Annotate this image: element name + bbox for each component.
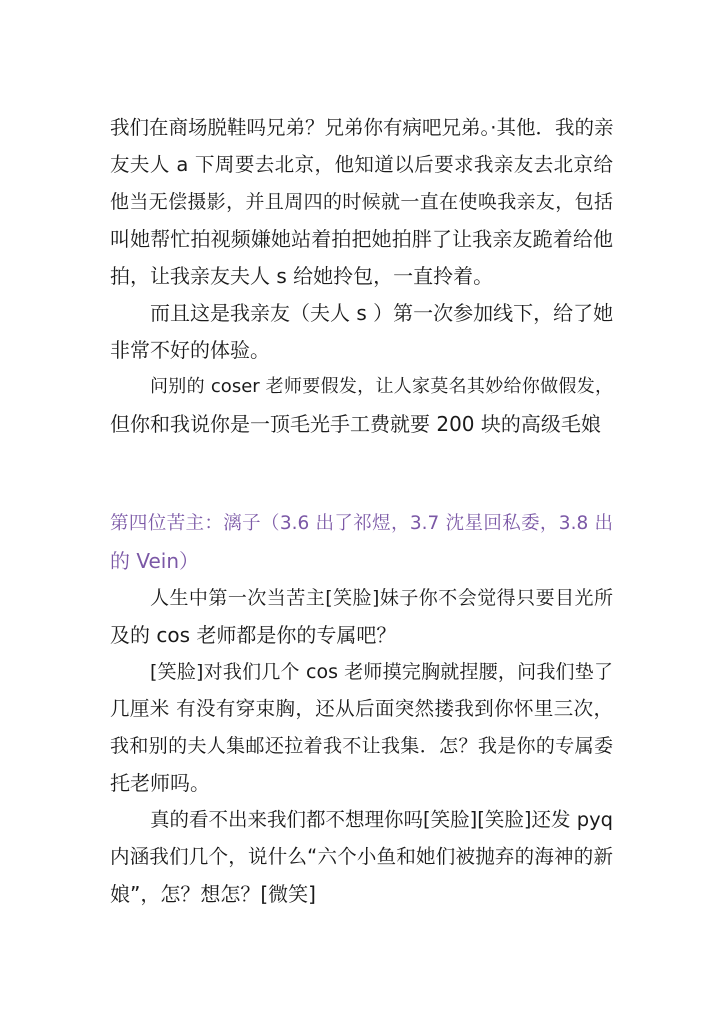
text-line: 问别的 coser 老师要假发，让人家莫名其妙给你做假发， — [150, 376, 613, 397]
text-line: 我和别的夫人集邮还拉着我不让我集．怎？我是你的专属委 — [110, 735, 613, 757]
text-line: 非常不好的体验。 — [110, 338, 270, 362]
text-line: [笑脸]对我们几个 cos 老师摸完胸就捏腰，问我们垫了 — [150, 661, 613, 683]
text-line: 内涵我们几个，说什么“六个小鱼和她们被抛弃的海神的新 — [110, 845, 613, 868]
text-line: 他当无偿摄影，并且周四的时候就一直在使唤我亲友，包括 — [110, 191, 613, 213]
text-line: 友夫人 a 下周要去北京，他知道以后要求我亲友去北京给 — [110, 153, 613, 176]
section-heading: 第四位苦主：漓子（3.6 出了祁煜，3.7 沈星回私委，3.8 出 — [110, 513, 613, 534]
section-heading: 的 Vein） — [110, 549, 200, 573]
text-line: 真的看不出来我们都不想理你吗[笑脸][笑脸]还发 pyq — [150, 808, 613, 831]
text-line: 人生中第一次当苦主[笑脸]妹子你不会觉得只要目光所 — [150, 587, 613, 609]
text-line: 但你和我说你是一顶毛光手工费就要 200 块的高级毛娘 — [110, 412, 601, 436]
text-line: 叫她帮忙拍视频嫌她站着拍把她拍胖了让我亲友跪着给他 — [110, 227, 613, 251]
text-line: 及的 cos 老师都是你的专属吧？ — [110, 623, 397, 647]
text-line: 娘”，怎？想怎？[微笑] — [110, 882, 316, 906]
text-line: 而且这是我亲友（夫人 s ）第一次参加线下，给了她 — [150, 301, 614, 325]
text-line: 我们在商场脱鞋吗兄弟？兄弟你有病吧兄弟。·其他．我的亲 — [110, 116, 614, 139]
text-line: 托老师吗。 — [110, 771, 210, 795]
text-line: 拍，让我亲友夫人 s 给她拎包，一直拎着。 — [110, 264, 494, 288]
text-line: 几厘米 有没有穿束胸，还从后面突然搂我到你怀里三次， — [110, 697, 613, 720]
